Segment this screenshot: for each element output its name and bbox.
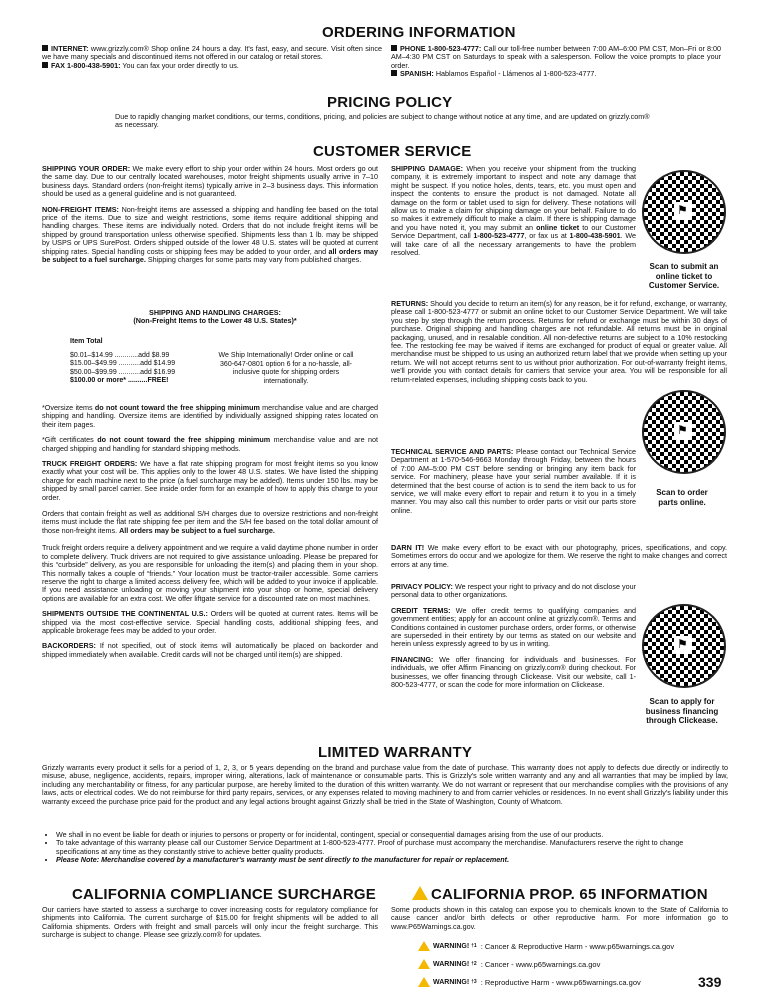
warning-triangle-icon (412, 886, 428, 900)
privacy-text: We respect your right to privacy and do not disclose your personal data to other organizations. (391, 582, 637, 600)
damage-text: When you receive your shipment from the trucking company, it is extremely important to inspect and note any damage that might be suspect. If you notice holes, dents, tears, etc. you must open and inspect the contents to ensure the product is not damaged. Notate all damage on the form or tablet used to sign for delivery. These notations will allow us to make a claim for shipping damage on your behalf. Failure to do so makes it extremely difficult to make a claim. If there is shipping damage and you have noted it, you may submit an (391, 164, 636, 232)
tech-text: Please contact our Technical Service Department at 1-570-546-9663 Monday through Friday, between the hours of 7:00 AM–5:00 PM CST before sending or bringing any item back for service. For machinery, please have your serial number available. If it is determined that the best course of action is to send the item back to us for service, we will make every effort to repair and return it to you in a timely manner. You may also call this number to order parts or visit our parts store online. (391, 447, 637, 515)
darn-label: DARN IT! (391, 543, 425, 552)
cs-left-col-2: *Oversize items do not count toward the free shipping minimum merchandise value and are charged shipping and handling. Oversize items are identified by individually assigned shipping rates located on their item pages. *Gift certificates do not count toward the free shipping minimum merchandise value and are not charged shipping and handling for standard shipping methods. TRUCK FREIGHT ORDERS: We have a flat rate shipping program for most freight items so you know exactly what your cost will be. This applies only to the lower 48 U.S. states. We have listed the shipping charge for each machine next to the price (a fuel surcharge may be added). Items under 150 lbs. may be shipped by small parcel carrier. See inside order form for an example of how to apply this charge to your order. Orders that contain freight as well as additional S/H charges due to oversize restrictions and non-freight items must include the flat rate shipping fee per item and the S/H fee based on the total dollar amount of those non-freight items. All orders may be subject to a fuel surcharge. Truck freight orders require a delivery appointment and we require a valid daytime phone number in order to complete delivery. Truck drivers are not required to give assistance unloading. Please be prepared for this “curbside” delivery, as you are responsible for unloading the item(s) and placing them in your shop. This normally takes a couple of “friends.” Your location must be tractor-trailer accessible. Some carriers reserve the right to charge a limited access delivery fee, which will be added to your invoice if applicable. If you need assistance unloading or moving your shipment into your shop or home, special delivery options are available for an extra cost. We offer liftgate service for a discounted rate on most machines. SHIPMENTS OUTSIDE THE CONTINENTAL U.S.: Orders will be quoted at current rates. Items will be shipped via the most cost-effective service. Special handling costs, additional shipping fees, and applicable brokerage fees may be added to your order. BACKORDERS: If not specified, out of stock items will automatically be placed on backorder and shipped immediately when available. Credit cards will not be charged until item(s) are shipped. (42, 403, 379, 659)
sh-title-line2: (Non-Freight Items to the Lower 48 U.S. States)* (133, 316, 297, 326)
qr3-caption: Scan to apply for business financing through Clickease. (645, 697, 719, 725)
privacy-label: PRIVACY POLICY: (391, 582, 453, 591)
phone-text: Call our toll-free number between 7:00 AM–6:00 PM CST, Mon–Fri or 8:00 AM–4:30 PM CST on Saturdays to speak with a salesperson. Follow the voice prompts to place your order. (391, 44, 722, 70)
sh-row: $0.01–$14.99 ............add $8.99 (70, 351, 170, 359)
bullet-square-icon (42, 45, 48, 51)
darn-block (391, 544, 727, 576)
returns-block (391, 300, 727, 384)
bullet-square-icon (391, 45, 397, 51)
financing-text: We offer financing for individuals and businesses. For individuals, we offer Affirm Financing on grizzly.com® during checkout. For businesses, we offer financing through Clickease. Visit our website, call 1-800-523-4777, or scan the code for more information on Clickease. (391, 654, 636, 690)
prop65-warning-row (418, 959, 600, 969)
financing-label: FINANCING: (391, 654, 434, 664)
spanish-text: Hablamos Español - Llámenos al 1-800-523-4777. (435, 69, 597, 79)
damage-label: SHIPPING DAMAGE: (391, 164, 464, 173)
prop65-text: Some products shown in this catalog can expose you to chemicals known to the State of California to cause cancer and/or birth defects or other reproductive harm. For more information go to www.P65Warnings.ca.gov. (391, 905, 728, 931)
internet-text: www.grizzly.com® Shop online 24 hours a day. It's fast, easy, and secure. Visit often since we have many specials and discontinued items not offered in our catalog or retail stores. (42, 44, 382, 62)
fax-label: FAX 1-800-438-5901: (51, 60, 121, 70)
spanish-label: SPANISH: (400, 69, 434, 79)
nonfreight-tail: Shipping charges for some parts may vary from published charges. (147, 255, 362, 265)
qr-code-parts-icon[interactable] (642, 390, 726, 474)
damage-block: SHIPPING DAMAGE: When you receive your shipment from the trucking company, it is extremely important to inspect and note any damage that might be suspect. If you notice holes, dents, tears, etc. you must open and inspect the contents to ensure the product is not damaged. Notate all damage on the form or tablet used to sign for delivery. These notations will allow us to make a claim for shipping damage on your behalf. Failure to do so makes it extremely difficult to make a claim. If there is shipping damage and you have noted it, you may submit an online ticket to our Customer Service Department, call 1-800-523-4777, or fax us at 1-800-438-5901. We will take care of all the necessary arrangements to have the problem resolved. (391, 164, 637, 258)
prop65-warning-row (418, 977, 641, 987)
qr2-caption: Scan to order parts online. (656, 488, 708, 507)
cs-left-col (42, 165, 378, 264)
warning-triangle-icon (418, 977, 430, 987)
credit-text: We offer credit terms to qualifying companies and government entities; apply for an account online at grizzly.com®. Terms and Conditions contained in customer purchase orders, order forms, or otherwise are superseded in their entirety by our terms as stated on our website and herein unless expressly agreed to by us in writing. (391, 605, 637, 649)
qr-code-financing-icon[interactable] (642, 604, 726, 688)
warranty-bullet: • Please Note: Merchandise covered by a manufacturer's warranty must be sent directly to the manufacturer for repair or replacement. (56, 856, 728, 864)
mixed-text: Orders that contain freight as well as additional S/H charges due to oversize restrictions and non-freight items must include the flat rate shipping fee per item and the S/H fee based on the total dollar amount of those non-freight items. (42, 509, 378, 535)
credit-label: CREDIT TERMS: (391, 605, 451, 615)
mixed-bold: All orders may be subject to a fuel surcharge. (119, 525, 275, 535)
backorders-label: BACKORDERS: (42, 641, 96, 651)
internet-label: INTERNET: (51, 44, 89, 53)
delivery-text: Truck freight orders require a delivery appointment and we require a valid daytime phone number in order to complete delivery. Truck drivers are not required to give assistance unloading. Please be prepared for this “curbside” delivery, as you are responsible for unloading the item(s) and placing them in your shop. This normally takes a couple of “friends.” Your location must be tractor-trailer accessible. Some carriers reserve the right to charge a limited access delivery fee, which will be added to your invoice if applicable. If you need assistance unloading or moving your shipment into your shop or home, special delivery options are available for an extra cost. We offer liftgate service for a discounted rate on most machines. (42, 543, 378, 603)
sh-intl-note: We Ship Internationally! Order online or call 360-647-0801 option 6 for a no-hassle, all-inclusive quote for shipping orders internationally. (218, 352, 354, 385)
privacy-block (391, 583, 636, 689)
nonfreight-text: Non-freight items are assessed a shipping and handling fee based on the total price of the items. Due to size and weight restrictions, some items require additional shipping and handling charges. These items are individually noted. Orders that do not include freight items will be shipped by ground transportation unless otherwise specified. Shipments less than 1 lb. may be shipped by USPS or UPS SurePost. Orders shipped outside of the lower 48 U.S. states will be quoted at current shipping rates. Special handling costs or shipping fees may be added to your order, and (42, 204, 378, 256)
ordering-right (391, 45, 721, 79)
tech-label: TECHNICAL SERVICE AND PARTS: (391, 447, 514, 456)
fuel-surcharge-note: all orders may be subject to a fuel surcharge. (42, 246, 379, 265)
customer-service-title: CUSTOMER SERVICE (313, 143, 472, 160)
warranty-text: Grizzly warrants every product it sells for a period of 1, 2, 3, or 5 years depending on the brand and purchase value from the date of purchase. This warranty does not apply to defects due directly or indirectly to misuse, abuse, negligence, accidents, repairs, improper wiring, alterations, lack of maintenance or consumable parts. This is Grizzly's sole written warranty and any and all warranties that may be implied by law, including any merchantability or fitness, for any particular purpose, are hereby limited to the duration of this written warranty. We do not warrant or represent that our merchandise complies with the provisions of any laws, acts or electrical codes. We do not reimburse for third party repairs, services, or any expenses related to moving machinery to and from carrier vehicles or residences. In no event shall Grizzly's liability under this warranty exceed the purchase price paid for the product and any legal actions brought against Grizzly shall be tried in the State of Washington, County of Whatcom. (42, 763, 728, 806)
sh-row: $100.00 or more* ..........FREE! (70, 377, 169, 385)
outside-label: SHIPMENTS OUTSIDE THE CONTINENTAL U.S.: (42, 609, 208, 619)
outside-text: Orders will be quoted at current rates. Items will be shipped via the most cost-effective service. Special handling costs, additional shipping fees, and applicable brokerage fees may be added to your order. (42, 609, 378, 635)
warning-text: : Cancer - www.p65warnings.ca.gov (480, 959, 601, 969)
pricing-text: Due to rapidly changing market conditions, our terms, conditions, pricing, and policies are subject to change without notice at any time, and are updated on grizzly.com® as necessary. (115, 112, 650, 130)
phone-label: PHONE 1-800-523-4777: (400, 44, 482, 53)
prop65-warning-row (418, 941, 674, 951)
returns-label: RETURNS: (391, 299, 429, 308)
bullet-square-icon (391, 70, 397, 76)
ca-surcharge-text: Our carriers have started to assess a surcharge to cover increasing costs for regulatory compliance for shipments into California. The current surcharge of $15.00 for freight shipments will be added to all California shipments. Orders with freight and small parcels will only incur the freight surcharge. This surcharge is subject to change. Please see grizzly.com® for updates. (42, 905, 378, 940)
shipping-order-text: We make every effort to ship your order within 24 hours. Most orders go out the same day. Due to our centrally located warehouses, motor freight shipments usually arrive in 7–10 business days. Standard orders (non-freight items) typically arrive in 2–3 business days. This information should be used as a general guideline and is not guaranteed. (42, 164, 379, 199)
prop65-title: CALIFORNIA PROP. 65 INFORMATION (412, 886, 708, 903)
fax-text: You can fax your order directly to us. (122, 60, 239, 70)
warranty-bullet: • To take advantage of this warranty please call our Customer Service Department at 1-800-523-4777. Proof of purchase must accompany the merchandise. Manufacturers reserve the right to change specifications at any time as they constantly strive to achieve better quality products. (56, 839, 728, 856)
sh-row: $50.00–$99.99 ...........add $16.99 (70, 368, 176, 376)
tech-block (391, 448, 636, 515)
truck-label: TRUCK FREIGHT ORDERS: (42, 459, 138, 469)
warning-text: : Cancer & Reproductive Harm - www.p65warnings.ca.gov (480, 941, 675, 951)
warning-badge: WARNING! †3 (418, 977, 477, 987)
qr1-caption: Scan to submit an online ticket to Customer Service. (648, 262, 720, 290)
warning-triangle-icon (418, 941, 430, 951)
sh-row: $15.00–$49.99 ...........add $14.99 (70, 360, 176, 368)
returns-text: Should you decide to return an item(s) for any reason, be it for refund, exchange, or warranty, please call 1-800-523-4777 or submit an online ticket to our Customer Service Department. We will take you step by step through the return process. Returns for refund or exchange must be within 30 days of purchase. Original shipping and handling charges are not refundable. All returns must be in original packaging, unused, and in resalable condition. All non-defective returns are subject to a 10% restocking fee. The restocking fee may be waived if items are exchanged for product of equal or greater value. All merchandise must be shipped to us using an authorized return label that we provide when setting up your return. We will not accept returns sent to us without prior authorization. For out-of-warranty freight items, we'll provide you with contact details for carriers that service your area. You will be responsible for all return-related expenses, including shipping costs back to you. (391, 299, 727, 384)
ordering-left (42, 45, 382, 70)
darn-text: We make every effort to be exact with our photography, prices, specifications, and copy. Sometimes errors do occur and we apologize for them. We reserve the right to make changes and correct errors at any time. (391, 543, 727, 569)
sh-table (70, 338, 190, 386)
warning-badge: WARNING! †1 (418, 941, 477, 951)
truck-text: We have a flat rate shipping program for most freight items so you know exactly what your cost will be. This applies only to the lower 48 U.S. states. We have listed the shipping charge for each machine next to the price (a fuel surcharge may be added). Items under 150 lbs. may be shipped by small parcel carrier. See inside order form for an example of how to apply this charge to your order. (42, 459, 379, 502)
sh-title (80, 309, 350, 326)
pricing-title: PRICING POLICY (327, 94, 453, 111)
warranty-title: LIMITED WARRANTY (318, 744, 473, 761)
qr-code-ticket-icon[interactable] (642, 170, 726, 254)
warranty-bullets (44, 831, 728, 865)
ca-surcharge-title: CALIFORNIA COMPLIANCE SURCHARGE (72, 886, 376, 903)
backorders-text: If not specified, out of stock items will automatically be placed on backorder and shipped immediately when available. Credit cards will not be charged until item(s) are shipped. (42, 641, 379, 659)
ordering-title: ORDERING INFORMATION (322, 24, 516, 41)
sh-item-header: Item Total (70, 338, 103, 345)
shipping-order-label: SHIPPING YOUR ORDER: (42, 164, 131, 173)
warning-triangle-icon (418, 959, 430, 969)
warning-text: : Reproductive Harm - www.p65warnings.ca.gov (480, 977, 641, 987)
warranty-bullet: • We shall in no event be liable for death or injuries to persons or property or for incidental, contingent, special or consequential damages arising from the use of our products. (56, 831, 728, 839)
page-number: 339 (698, 974, 722, 990)
warning-badge: WARNING! †2 (418, 959, 477, 969)
sh-title-line1: SHIPPING AND HANDLING CHARGES: (149, 308, 281, 317)
bullet-square-icon (42, 62, 48, 68)
nonfreight-label: NON-FREIGHT ITEMS: (42, 204, 119, 214)
